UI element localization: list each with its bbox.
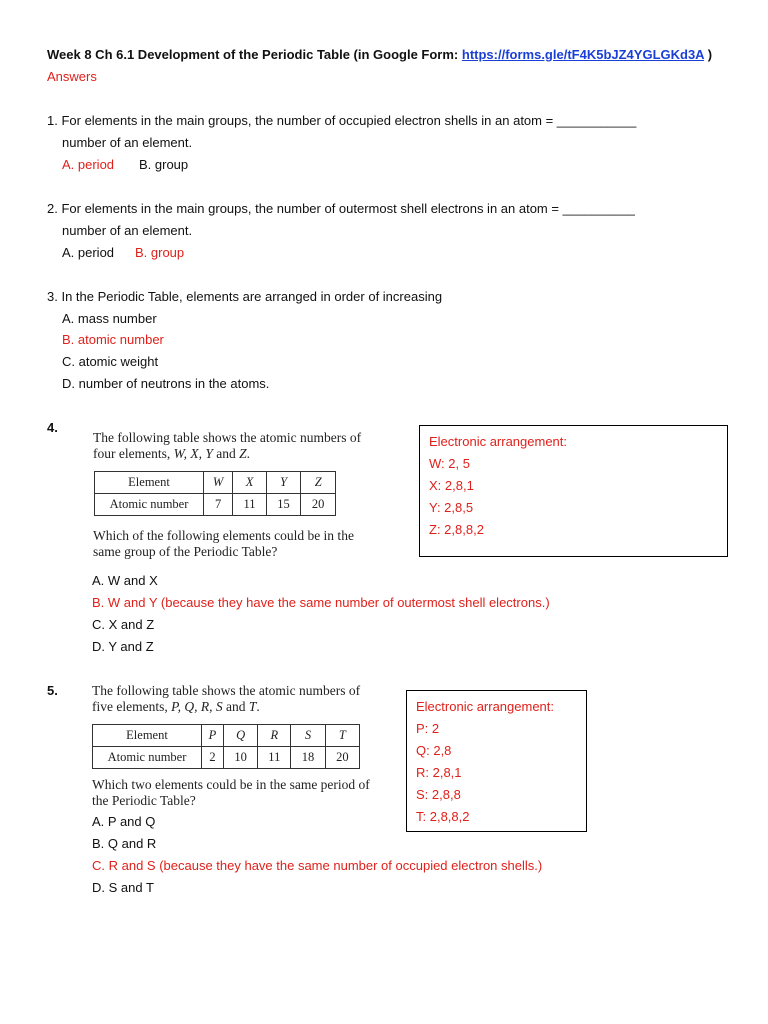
- q5-box-title: Electronic arrangement:: [416, 699, 555, 714]
- q4-intro: [93, 430, 378, 462]
- table-row: [93, 747, 360, 769]
- q4-question: Which of the following elements could be in the same group of the Periodic Table?: [93, 528, 354, 559]
- title-text: Week 8 Ch 6.1 Development of the Periodic Table (in Google Form:: [47, 47, 462, 62]
- q5-table-number: 10: [223, 747, 257, 769]
- q2-option-a: A. period: [62, 245, 115, 260]
- q5-intro-end: .: [256, 699, 260, 714]
- q5-table-row-label: Atomic number: [93, 747, 202, 769]
- q1-text-cont: number of an element.: [62, 135, 193, 150]
- q5-option-c: C. R and S (because they have the same number of occupied electron shells.): [92, 858, 543, 873]
- q4-table-number: 20: [301, 494, 336, 516]
- q4-intro-and: and: [212, 446, 240, 461]
- q4-option-d: D. Y and Z: [92, 639, 154, 654]
- q5-box-line: R: 2,8,1: [416, 765, 462, 780]
- q5-table-number: 11: [258, 747, 291, 769]
- q4-intro-text: The following table shows the atomic numbers of four elements,: [93, 430, 362, 461]
- q4-table-element: X: [233, 472, 266, 494]
- q5-option-d: D. S and T: [92, 880, 154, 895]
- google-form-link[interactable]: https://forms.gle/tF4K5bJZ4YGLGKd3A: [461, 47, 705, 62]
- q5-table-element: T: [325, 725, 359, 747]
- q5-option-b: B. Q and R: [92, 836, 157, 851]
- q4-table-element: Z: [301, 472, 336, 494]
- q4-table-element: W: [204, 472, 233, 494]
- q5-intro-and: and: [222, 699, 249, 714]
- q5-arrangement-box: [406, 690, 587, 832]
- q5-intro-last: T: [248, 699, 257, 714]
- q5-table-element: P: [202, 725, 224, 747]
- q3-option-d: D. number of neutrons in the atoms.: [62, 376, 270, 391]
- q4-option-a: A. W and X: [92, 573, 158, 588]
- q5-element-table: [92, 724, 360, 769]
- q4-option-c: C. X and Z: [92, 617, 155, 632]
- q5-number: 5.: [47, 683, 58, 698]
- q4-box-line: Y: 2,8,5: [429, 500, 474, 515]
- q5-intro-vars: P, Q, R, S: [171, 699, 223, 714]
- q5-table-element: Q: [223, 725, 257, 747]
- q4-table-element: Y: [266, 472, 301, 494]
- q5-box-line: P: 2: [416, 721, 440, 736]
- q4-element-table: [94, 471, 336, 516]
- q5-box-line: T: 2,8,8,2: [416, 809, 470, 824]
- page-title: [47, 47, 712, 62]
- table-row: [93, 725, 360, 747]
- q5-intro-text: The following table shows the atomic numbers of five elements,: [92, 683, 361, 714]
- q4-table-row-label: Atomic number: [95, 494, 204, 516]
- q1-option-b: B. group: [139, 157, 189, 172]
- q5-box-line: Q: 2,8: [416, 743, 452, 758]
- q5-option-a: A. P and Q: [92, 814, 156, 829]
- q5-table-number: 20: [325, 747, 359, 769]
- q3-option-a: A. mass number: [62, 311, 157, 326]
- q4-arrangement-box: [419, 425, 728, 557]
- answers-label: Answers: [47, 69, 97, 84]
- q5-intro: [92, 683, 377, 715]
- q4-table-number: 11: [233, 494, 266, 516]
- q5-question: Which two elements could be in the same period of the Periodic Table?: [92, 777, 370, 808]
- q2-text-cont: number of an element.: [62, 223, 193, 238]
- q5-table-header-label: Element: [93, 725, 202, 747]
- q4-intro-last: Z: [239, 446, 247, 461]
- table-row: [95, 472, 336, 494]
- q5-table-element: S: [291, 725, 325, 747]
- q4-box-title: Electronic arrangement:: [429, 434, 568, 449]
- q4-intro-vars: W, X, Y: [173, 446, 213, 461]
- q2-text: 2. For elements in the main groups, the number of outermost shell electrons in an atom = __________: [47, 201, 635, 216]
- q5-table-number: 2: [202, 747, 224, 769]
- q4-intro-end: .: [246, 446, 251, 461]
- q5-table-number: 18: [291, 747, 325, 769]
- q4-number: 4.: [47, 420, 58, 435]
- q5-box-line: S: 2,8,8: [416, 787, 461, 802]
- q3-text: 3. In the Periodic Table, elements are arranged in order of increasing: [47, 289, 443, 304]
- q3-option-b: B. atomic number: [62, 332, 164, 347]
- q4-box-line: W: 2, 5: [429, 456, 470, 471]
- q4-box-line: Z: 2,8,8,2: [429, 522, 484, 537]
- q4-table-number: 15: [266, 494, 301, 516]
- q1-option-a: A. period: [62, 157, 115, 172]
- q4-table-number: 7: [204, 494, 233, 516]
- q2-option-b: B. group: [135, 245, 185, 260]
- q3-option-c: C. atomic weight: [62, 354, 159, 369]
- q1-text: 1. For elements in the main groups, the number of occupied electron shells in an atom = ___________: [47, 113, 637, 128]
- q4-box-line: X: 2,8,1: [429, 478, 474, 493]
- q5-table-element: R: [258, 725, 291, 747]
- q4-option-b: B. W and Y (because they have the same number of outermost shell electrons.): [92, 595, 550, 610]
- title-end: ): [704, 47, 713, 62]
- table-row: [95, 494, 336, 516]
- q4-table-header-label: Element: [95, 472, 204, 494]
